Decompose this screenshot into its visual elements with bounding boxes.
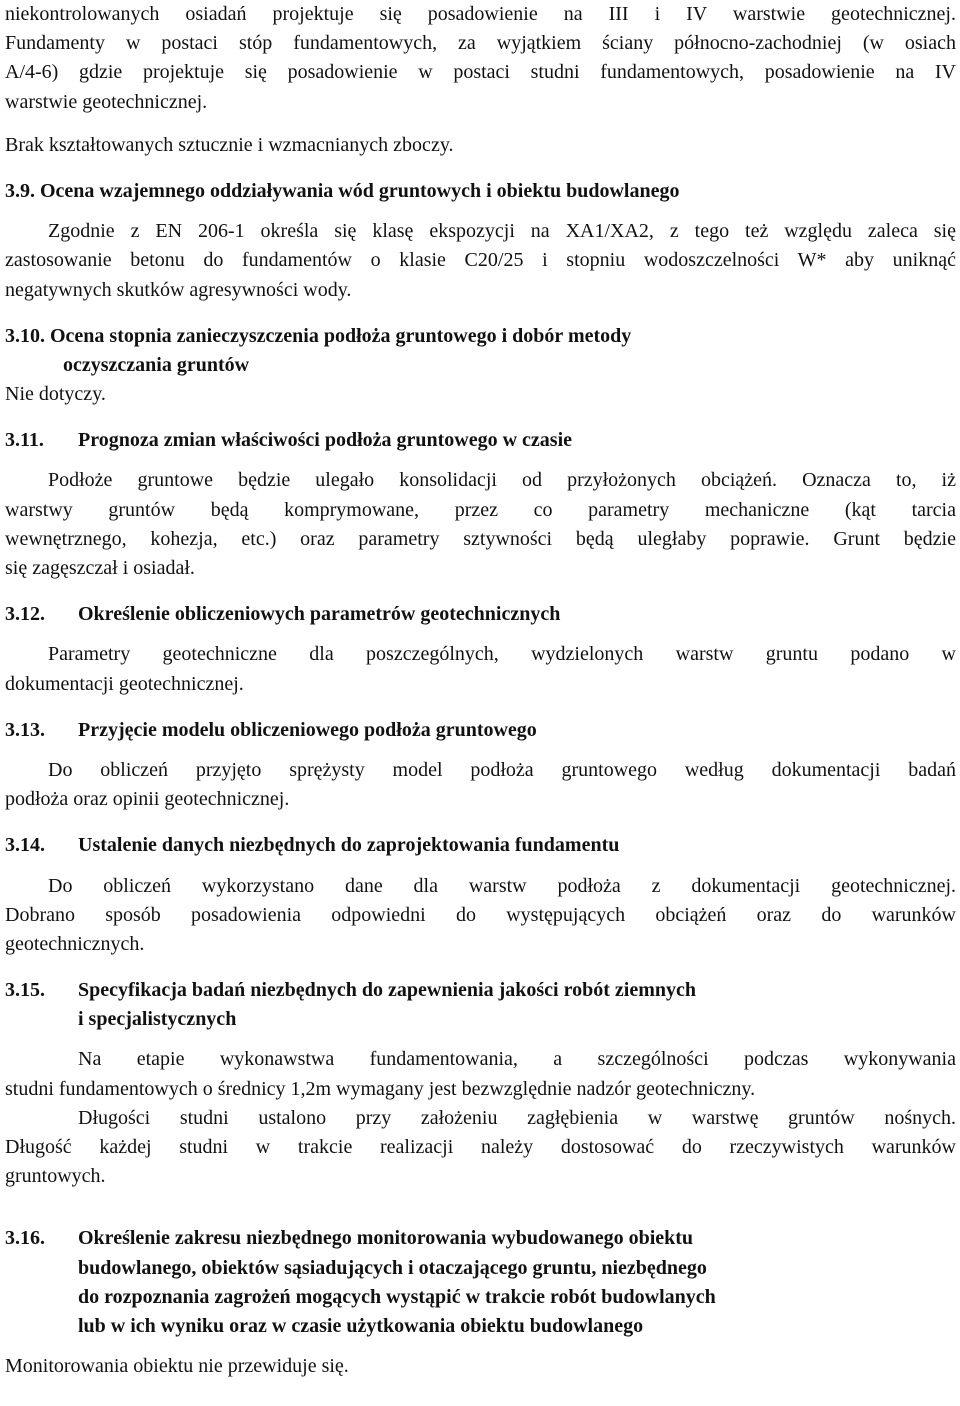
paragraph-line: negatywnych skutków agresywności wody. <box>5 278 352 301</box>
section-title: Ustalenie danych niezbędnych do zaprojektowania fundamentu <box>78 834 620 857</box>
section-title-cont: do rozpoznania zagrożeń mogących wystąpić w trakcie robót budowlanych <box>78 1285 716 1308</box>
section-heading <box>5 716 956 745</box>
paragraph-line: warstwy gruntów będą komprymowane, przez co parametry mechaniczne (kąt tarcia <box>5 498 956 521</box>
paragraph-line: Nie dotyczy. <box>5 383 106 406</box>
section-title-cont: i specjalistycznych <box>78 1008 237 1031</box>
paragraph-line: geotechnicznych. <box>5 932 145 955</box>
paragraph-line: Długości studni ustalono przy założeniu zagłębienia w warstwę gruntów nośnych. <box>78 1106 956 1129</box>
section-3-15 <box>5 976 956 1191</box>
section-title: Określenie zakresu niezbędnego monitorowania wybudowanego obiektu <box>78 1227 694 1250</box>
section-3-13 <box>5 716 956 815</box>
intro-line: Fundamenty w postaci stóp fundamentowych, za wyjątkiem ściany północno-zachodniej (w osiach <box>5 32 956 55</box>
section-number: 3.13. <box>5 718 45 741</box>
paragraph-line: Parametry geotechniczne dla poszczególnych, wydzielonych warstw gruntu podano w <box>48 643 956 666</box>
section-heading <box>5 177 956 206</box>
section-title-cont: lub w ich wyniku oraz w czasie użytkowania obiektu budowlanego <box>78 1314 644 1337</box>
paragraph-line: studni fundamentowych o średnicy 1,2m wymagany jest bezwzględnie nadzór geotechniczny. <box>5 1077 756 1100</box>
section-3-14 <box>5 831 956 959</box>
section-3-10 <box>5 322 956 410</box>
section-3-11 <box>5 426 956 583</box>
section-heading <box>5 322 956 351</box>
section-number: 3.14. <box>5 834 45 857</box>
section-heading <box>5 1224 956 1253</box>
paragraph-line: gruntowych. <box>5 1165 106 1188</box>
paragraph-line: Do obliczeń przyjęto sprężysty model podłoża gruntowego według dokumentacji badań <box>48 758 956 781</box>
paragraph-line: wewnętrznego, kohezja, etc.) oraz parametry sztywności będą uległaby poprawie. Grunt będzie <box>5 527 956 550</box>
section-title: Ocena stopnia zanieczyszczenia podłoża gruntowego i dobór metody <box>50 324 632 347</box>
paragraph-line: się zagęszczał i osiadał. <box>5 557 195 579</box>
section-3-9 <box>5 177 956 305</box>
paragraph-line: Długość każdej studni w trakcie realizacji należy dostosować do rzeczywistych warunków <box>5 1136 956 1158</box>
paragraph-line: zastosowanie betonu do fundamentów o klasie C20/25 i stopniu wodoszczelności W* aby uniknąć <box>5 249 956 272</box>
paragraph-line: Na etapie wykonawstwa fundamentowania, a szczególności podczas wykonywania <box>78 1048 956 1071</box>
section-heading <box>5 831 956 860</box>
section-title: Ocena wzajemnego oddziaływania wód gruntowych i obiektu budowlanego <box>40 179 680 202</box>
intro-line: Brak kształtowanych sztucznie i wzmacnianych zboczy. <box>5 133 454 156</box>
section-heading <box>5 976 956 1005</box>
section-number: 3.10. <box>5 324 45 347</box>
section-title: Określenie obliczeniowych parametrów geotechnicznych <box>78 603 561 626</box>
section-title: Prognoza zmian właściwości podłoża gruntowego w czasie <box>78 429 573 452</box>
section-title-cont: budowlanego, obiektów sąsiadujących i otaczającego gruntu, niezbędnego <box>78 1256 707 1279</box>
section-title: Specyfikacja badań niezbędnych do zapewnienia jakości robót ziemnych <box>78 979 696 1002</box>
section-number: 3.15. <box>5 979 45 1002</box>
section-title: Przyjęcie modelu obliczeniowego podłoża gruntowego <box>78 718 537 741</box>
paragraph-line: Do obliczeń wykorzystano dane dla warstw podłoża z dokumentacji geotechnicznej. <box>48 874 956 897</box>
paragraph-line: Podłoże gruntowe będzie ulegało konsolidacji od przyłożonych obciążeń. Oznacza to, iż <box>48 469 956 492</box>
section-number: 3.16. <box>5 1227 45 1250</box>
paragraph-line: dokumentacji geotechnicznej. <box>5 672 244 695</box>
section-heading <box>5 426 956 455</box>
section-3-12 <box>5 600 956 699</box>
section-number: 3.12. <box>5 603 45 626</box>
intro-line: niekontrolowanych osiadań projektuje się posadowienie na III i IV warstwie geotechnicznej. <box>5 3 956 25</box>
section-number: 3.11. <box>5 429 44 452</box>
intro-block <box>5 0 956 160</box>
paragraph-line: Dobrano sposób posadowienia odpowiedni do występujących obciążeń oraz do warunków <box>5 903 956 926</box>
section-number: 3.9. <box>5 179 35 202</box>
intro-line: warstwie geotechnicznej. <box>5 90 208 113</box>
paragraph-line: Zgodnie z EN 206-1 określa się klasę ekspozycji na XA1/XA2, z tego też względu zaleca się <box>48 220 956 243</box>
paragraph-line: Monitorowania obiektu nie przewiduje się. <box>5 1355 349 1378</box>
section-heading <box>5 600 956 629</box>
intro-line: A/4-6) gdzie projektuje się posadowienie w postaci studni fundamentowych, posadowienie na IV <box>5 61 956 84</box>
section-3-16 <box>5 1224 956 1381</box>
paragraph-line: podłoża oraz opinii geotechnicznej. <box>5 788 290 811</box>
section-title-cont: oczyszczania gruntów <box>63 353 250 376</box>
